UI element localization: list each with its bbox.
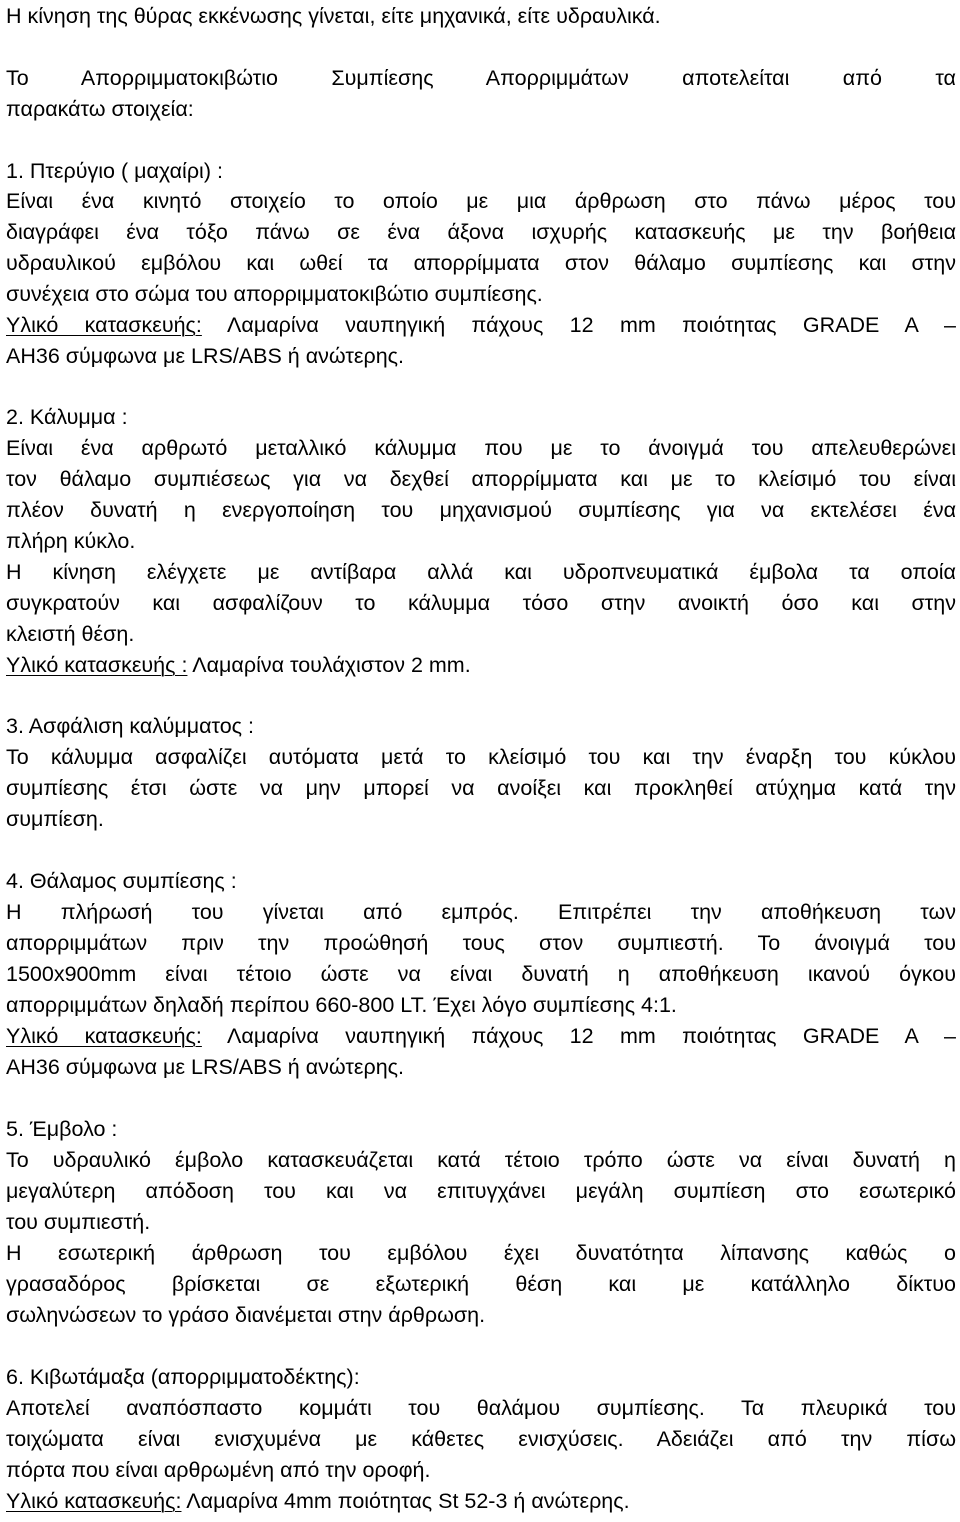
text-line: απορριμμάτων δηλαδή περίπου 660-800 LT. Έχει λόγο συμπίεσης 4:1. [6,993,677,1017]
material-line [6,1486,956,1516]
text-line: παρακάτω στοιχεία: [6,97,194,121]
material-text: Λαμαρίνα ναυπηγική πάχους 12 mm ποιότητας GRADE A – [201,1024,956,1048]
text-line: Είναι ένα αρθρωτό μεταλλικό κάλυμμα που με το άνοιγμά του απελευθερώνει [6,436,956,460]
text-line: Η πλήρωσή του γίνεται από εμπρός. Επιτρέπει την αποθήκευση των [6,900,956,924]
text-line: μεγαλύτερη απόδοση του και να επιτυγχάνει μεγάλη συμπίεση στο εσωτερικό [6,1179,956,1203]
text-line: συμπίεσης έτσι ώστε να μην μπορεί να ανοίξει και προκληθεί ατύχημα κατά την [6,776,956,800]
text-line: AH36 σύμφωνα με LRS/ABS ή ανώτερης. [6,344,404,368]
material-label: Υλικό κατασκευής: [6,1024,202,1048]
text-line: κλειστή θέση. [6,622,135,646]
material-line [6,650,956,680]
material-text: Λαμαρίνα ναυπηγική πάχους 12 mm ποιότητας GRADE A – [201,313,956,337]
text-line: Αποτελεί αναπόσπαστο κομμάτι του θαλάμου συμπίεσης. Τα πλευρικά του [6,1396,956,1420]
section-heading: 1. Πτερύγιο ( μαχαίρι) : [6,159,223,183]
text-line: συγκρατούν και ασφαλίζουν το κάλυμμα τόσο στην ανοικτή όσο και στην [6,591,956,615]
section-heading: 3. Ασφάλιση καλύμματος : [6,714,254,738]
material-line [6,310,956,340]
text-line: Η κίνηση ελέγχετε με αντίβαρα αλλά και υδροπνευματικά έμβολα τα οποία [6,560,956,584]
text-line: πλήρη κύκλο. [6,529,136,553]
material-label: Υλικό κατασκευής: [6,1489,182,1513]
text-line: Η κίνηση της θύρας εκκένωσης γίνεται, είτε μηχανικά, είτε υδραυλικά. [6,4,661,28]
text-line: απορριμμάτων πριν την προώθησή τους στον συμπιεστή. Το άνοιγμά του [6,931,956,955]
material-text: Λαμαρίνα 4mm ποιότητας St 52-3 ή ανώτερης. [181,1489,630,1513]
text-line: Είναι ένα κινητό στοιχείο το οποίο με μια άρθρωση στο πάνω μέρος του [6,189,956,213]
text-line: τοιχώματα είναι ενισχυμένα με κάθετες ενισχύσεις. Αδειάζει από την πίσω [6,1427,956,1451]
text-line: Το υδραυλικό έμβολο κατασκευάζεται κατά τέτοιο τρόπο ώστε να είναι δυνατή η [6,1148,956,1172]
text-line: Η εσωτερική άρθρωση του εμβόλου έχει δυνατότητα λίπανσης καθώς ο [6,1241,956,1265]
text-line: Το κάλυμμα ασφαλίζει αυτόματα μετά το κλείσιμό του και την έναρξη του κύκλου [6,745,956,769]
text-line: AH36 σύμφωνα με LRS/ABS ή ανώτερης. [6,1055,404,1079]
section-heading: 5. Έμβολο : [6,1117,118,1141]
text-line: του συμπιεστή. [6,1210,151,1234]
text-line: Το Απορριμματοκιβώτιο Συμπίεσης Απορριμμάτων αποτελείται από τα [6,66,956,90]
text-line: γρασαδόρος βρίσκεται σε εξωτερική θέση και με κατάλληλο δίκτυο [6,1272,956,1296]
section-heading: 6. Κιβωτάμαξα (απορριμματοδέκτης): [6,1365,360,1389]
text-line: 1500x900mm είναι τέτοιο ώστε να είναι δυνατή η αποθήκευση ικανού όγκου [6,962,956,986]
material-label: Υλικό κατασκευής : [6,653,188,677]
material-text: Λαμαρίνα τουλάχιστον 2 mm. [187,653,471,677]
material-label: Υλικό κατασκευής: [6,313,202,337]
text-line: πόρτα που είναι αρθρωμένη από την οροφή. [6,1458,431,1482]
text-line: συμπίεση. [6,807,104,831]
text-line: διαγράφει ένα τόξο πάνω σε ένα άξονα ισχυρής κατασκευής με την βοήθεια [6,220,956,244]
text-line: σωληνώσεων το γράσο διανέμεται στην άρθρωση. [6,1303,486,1327]
material-line [6,1021,956,1051]
text-line: υδραυλικού εμβόλου και ωθεί τα απορρίμματα στον θάλαμο συμπίεσης και στην [6,251,956,275]
section-heading: 4. Θάλαμος συμπίεσης : [6,869,237,893]
text-line: συνέχεια στο σώμα του απορριμματοκιβώτιο συμπίεσης. [6,282,543,306]
section-heading: 2. Κάλυμμα : [6,405,128,429]
text-line: τον θάλαμο συμπιέσεως για να δεχθεί απορρίμματα και με το κλείσιμό του είναι [6,467,956,491]
text-line: πλέον δυνατή η ενεργοποίηση του μηχανισμού συμπίεσης για να εκτελέσει ένα [6,498,956,522]
